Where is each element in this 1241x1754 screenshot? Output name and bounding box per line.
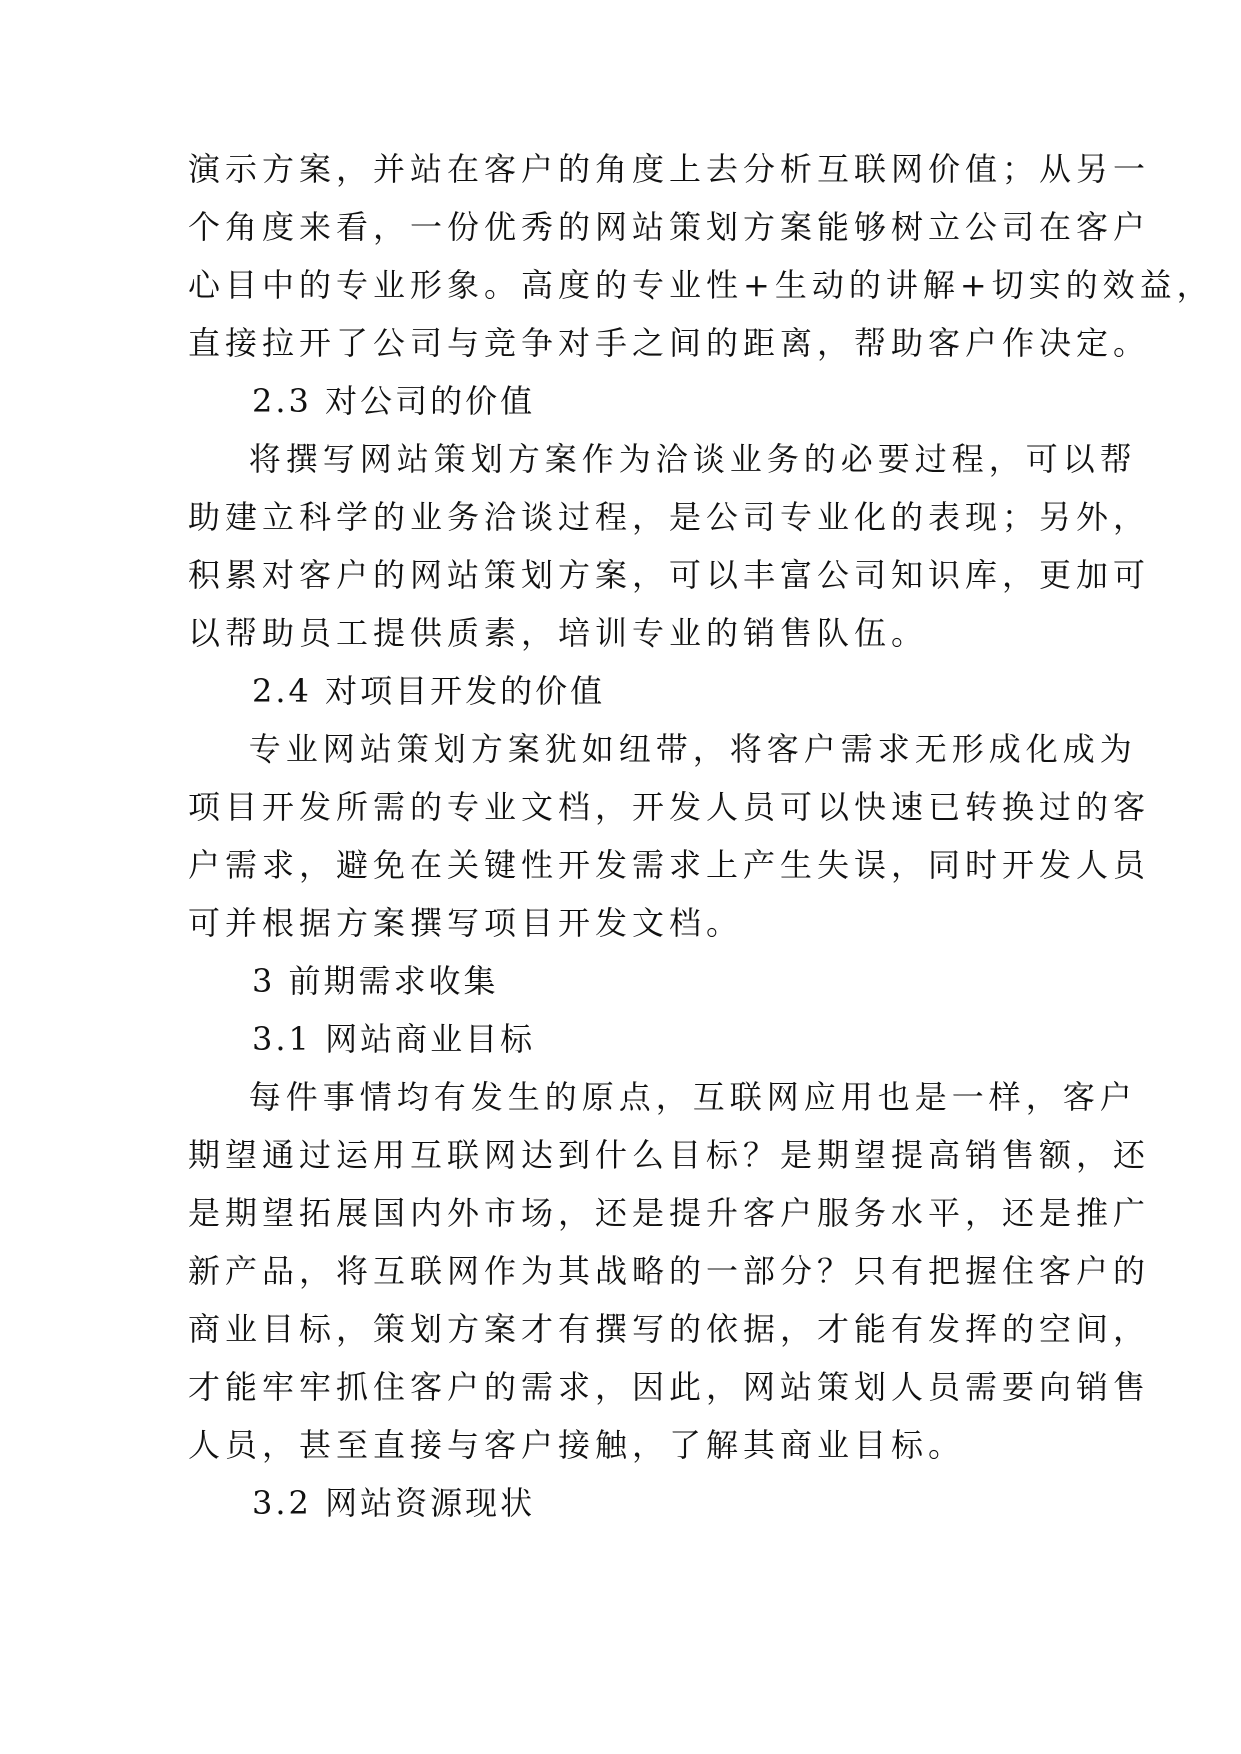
- text-line: 项目开发所需的专业文档，开发人员可以快速已转换过的客: [188, 788, 1151, 826]
- text-line: 心目中的专业形象。高度的专业性+生动的讲解+切实的效益，: [188, 266, 1214, 304]
- text-line: 可并根据方案撰写项目开发文档。: [188, 904, 744, 942]
- text-line: 人员，甚至直接与客户接触，了解其商业目标。: [188, 1426, 966, 1464]
- text-line: 个角度来看，一份优秀的网站策划方案能够树立公司在客户: [188, 208, 1151, 246]
- paragraph-intro-continued: [188, 140, 1214, 372]
- text-line: 每件事情均有发生的原点，互联网应用也是一样，客户: [188, 1078, 1137, 1116]
- text-line: 将撰写网站策划方案作为洽谈业务的必要过程，可以帮: [188, 440, 1137, 478]
- text-line: 专业网站策划方案犹如纽带，将客户需求无形成化成为: [188, 730, 1137, 768]
- text-line: 助建立科学的业务洽谈过程，是公司专业化的表现；另外，: [188, 498, 1151, 536]
- section-heading-2-4: 2.4 对项目开发的价值: [252, 672, 606, 710]
- paragraph-company-value: [188, 430, 1151, 662]
- paragraph-project-value: [188, 720, 1151, 952]
- document-page: [188, 140, 1214, 1532]
- text-line: 直接拉开了公司与竞争对手之间的距离，帮助客户作决定。: [188, 324, 1151, 362]
- section-heading-2-3: 2.3 对公司的价值: [252, 382, 536, 420]
- text-line: 新产品，将互联网作为其战略的一部分？只有把握住客户的: [188, 1252, 1151, 1290]
- text-line: 积累对客户的网站策划方案，可以丰富公司知识库，更加可: [188, 556, 1151, 594]
- section-heading-3-1: 3.1 网站商业目标: [252, 1020, 536, 1058]
- text-line: 商业目标，策划方案才有撰写的依据，才能有发挥的空间，: [188, 1310, 1151, 1348]
- text-line: 期望通过运用互联网达到什么目标？是期望提高销售额，还: [188, 1136, 1151, 1174]
- section-heading-3: 3 前期需求收集: [252, 962, 499, 1000]
- section-heading-3-2: 3.2 网站资源现状: [252, 1484, 536, 1522]
- paragraph-business-goal: [188, 1068, 1151, 1474]
- text-line: 以帮助员工提供质素，培训专业的销售队伍。: [188, 614, 929, 652]
- text-line: 户需求，避免在关键性开发需求上产生失误，同时开发人员: [188, 846, 1151, 884]
- text-line: 才能牢牢抓住客户的需求，因此，网站策划人员需要向销售: [188, 1368, 1151, 1406]
- text-line: 是期望拓展国内外市场，还是提升客户服务水平，还是推广: [188, 1194, 1151, 1232]
- text-line: 演示方案，并站在客户的角度上去分析互联网价值；从另一: [188, 150, 1151, 188]
